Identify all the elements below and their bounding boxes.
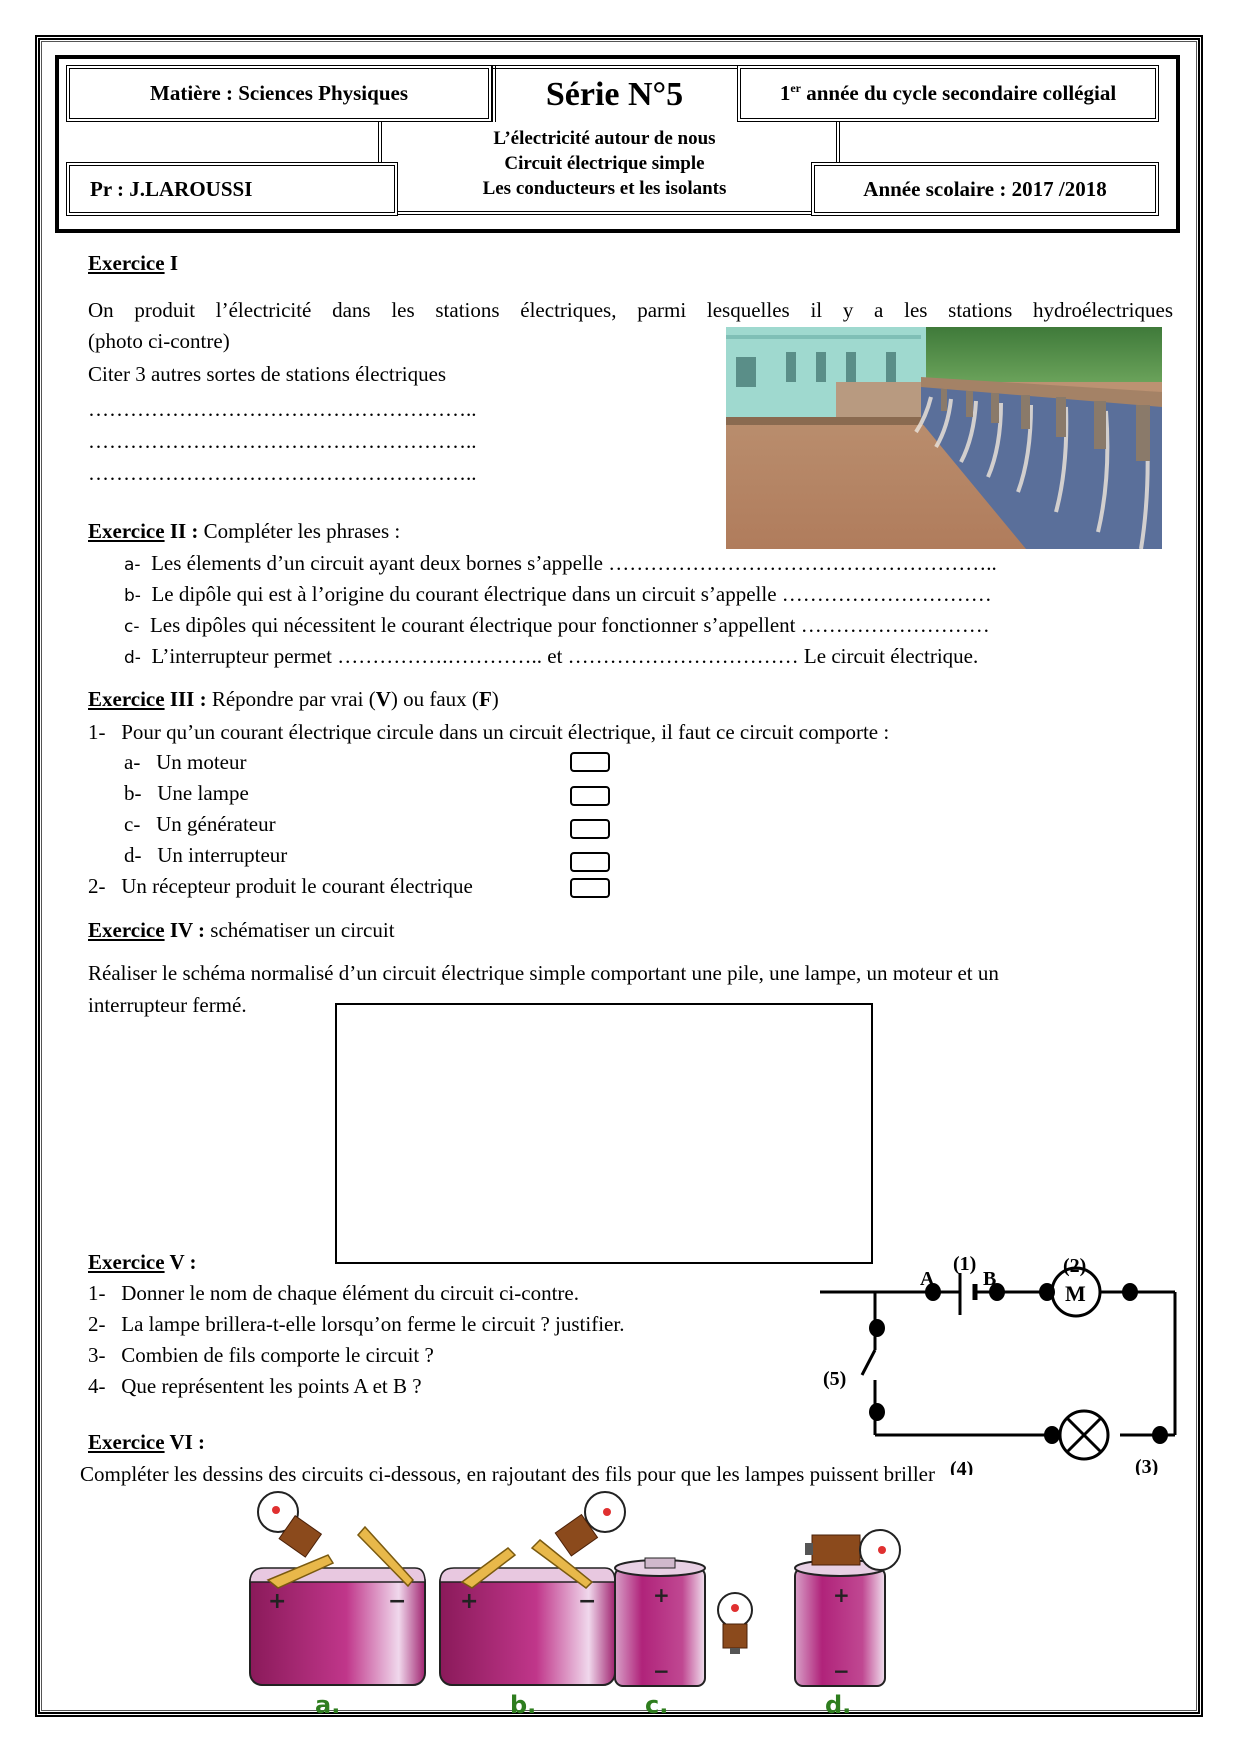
battery-figures bbox=[240, 1490, 980, 1715]
label-point-a: A bbox=[920, 1268, 935, 1290]
header-top-rule bbox=[492, 65, 737, 69]
label-point-b: B bbox=[983, 1268, 997, 1290]
ex3-option-a: a- Un moteur bbox=[124, 750, 247, 774]
ex4-title: Exercice IV : schématiser un circuit bbox=[88, 918, 395, 942]
topic-3: Les conducteurs et les isolants bbox=[482, 178, 727, 199]
ex1-answer-line-3[interactable]: ……………………………………………….. bbox=[88, 461, 477, 485]
label-lampe: (3) bbox=[1135, 1456, 1159, 1475]
svg-text:c.: c. bbox=[645, 1691, 669, 1715]
svg-text:−: − bbox=[653, 1659, 670, 1683]
ex1-line1: On produit l’électricité dans les stations électriques, parmi lesquelles il y a les stations hydroélectriques bbox=[88, 298, 1173, 322]
svg-text:−: − bbox=[388, 1589, 407, 1614]
motor-symbol: M bbox=[1065, 1281, 1086, 1306]
ex1-line2: (photo ci-contre) bbox=[88, 329, 230, 353]
ex5-q4: 4- Que représentent les points A et B ? bbox=[88, 1374, 422, 1398]
topics bbox=[398, 126, 811, 201]
ex2-item-c: c- Les dipôles qui nécessitent le courant électrique pour fonctionner s’appellent ……………………… bbox=[124, 613, 990, 637]
school-year-label: Année scolaire : 2017 /2018 bbox=[863, 176, 1107, 201]
header-connector-right bbox=[836, 122, 840, 162]
header-connector-left bbox=[378, 122, 382, 162]
svg-text:−: − bbox=[578, 1589, 597, 1614]
schema-drawing-area[interactable] bbox=[335, 1003, 873, 1264]
ex3-option-d: d- Un interrupteur bbox=[124, 843, 288, 867]
figure-c-cylinder-battery bbox=[615, 1558, 752, 1715]
topic-1: L’électricité autour de nous bbox=[493, 128, 716, 149]
ex5-title: Exercice V : bbox=[88, 1250, 197, 1274]
svg-text:−: − bbox=[833, 1659, 850, 1683]
figure-b-flat-battery bbox=[440, 1492, 625, 1715]
ex2-item-d: d- L’interrupteur permet …………….………….. et …………………………… Le circuit électrique. bbox=[124, 644, 979, 668]
ex2-title: Exercice II : Compléter les phrases : bbox=[88, 519, 401, 543]
svg-text:+: + bbox=[653, 1583, 670, 1607]
ex1-line3: Citer 3 autres sortes de stations électriques bbox=[88, 362, 447, 386]
label-interrupteur: (5) bbox=[823, 1368, 847, 1390]
svg-text:+: + bbox=[460, 1589, 479, 1614]
figure-d-cylinder-battery bbox=[795, 1530, 900, 1715]
ex4-line2: interrupteur fermé. bbox=[88, 993, 247, 1017]
header-bottom-rule bbox=[398, 211, 811, 215]
ex1-answer-line-1[interactable]: ……………………………………………….. bbox=[88, 397, 477, 421]
hydroelectric-dam-photo bbox=[726, 327, 1162, 549]
svg-text:+: + bbox=[268, 1589, 287, 1614]
label-fil: (4) bbox=[950, 1458, 974, 1475]
ex3-option-c: c- Un générateur bbox=[124, 812, 276, 836]
level-label: 1er année du cycle secondaire collégial bbox=[779, 81, 1117, 105]
teacher-label: Pr : J.LAROUSSI bbox=[90, 176, 253, 201]
answer-box-b[interactable] bbox=[570, 786, 610, 806]
svg-text:+: + bbox=[833, 1583, 850, 1607]
label-pile: (1) bbox=[953, 1253, 977, 1275]
ex2-item-a: a- Les élements d’un circuit ayant deux bornes s’appelle ……………………………………………….. bbox=[124, 551, 997, 575]
ex6-title: Exercice VI : bbox=[88, 1430, 206, 1454]
label-moteur: (2) bbox=[1063, 1255, 1087, 1277]
answer-box-a[interactable] bbox=[570, 752, 610, 772]
circuit-diagram bbox=[820, 1240, 1180, 1475]
subject-box bbox=[66, 65, 492, 122]
ex4-line1: Réaliser le schéma normalisé d’un circuit électrique simple comportant une pile, une lampe, un moteur et un bbox=[88, 961, 999, 985]
teacher-box bbox=[66, 162, 398, 216]
level-box bbox=[737, 65, 1159, 122]
ex3-option-b: b- Une lampe bbox=[124, 781, 249, 805]
ex5-q3: 3- Combien de fils comporte le circuit ? bbox=[88, 1343, 434, 1367]
answer-box-q2[interactable] bbox=[570, 878, 610, 898]
ex6-instruction: Compléter les dessins des circuits ci-dessous, en rajoutant des fils pour que les lampes puissent briller bbox=[80, 1462, 935, 1486]
svg-text:d.: d. bbox=[825, 1691, 852, 1715]
figure-a-flat-battery bbox=[250, 1492, 425, 1715]
ex3-q2: 2- Un récepteur produit le courant électrique bbox=[88, 874, 473, 898]
ex3-title: Exercice III : Répondre par vrai (V) ou faux (F) bbox=[88, 687, 499, 711]
ex2-item-b: b- Le dipôle qui est à l’origine du courant électrique dans un circuit s’appelle ………………………… bbox=[124, 582, 992, 606]
ex3-q1: 1- Pour qu’un courant électrique circule dans un circuit électrique, il faut ce circuit comporte : bbox=[88, 720, 890, 744]
ex1-title: Exercice I bbox=[88, 251, 179, 275]
ex5-q1: 1- Donner le nom de chaque élément du circuit ci-contre. bbox=[88, 1281, 579, 1305]
series-title: Série N°5 bbox=[545, 76, 684, 113]
svg-text:a.: a. bbox=[315, 1691, 341, 1715]
school-year-box bbox=[811, 162, 1159, 216]
topic-2: Circuit électrique simple bbox=[504, 153, 705, 174]
svg-text:b.: b. bbox=[510, 1691, 537, 1715]
answer-box-d[interactable] bbox=[570, 852, 610, 872]
subject-label: Matière : Sciences Physiques bbox=[150, 81, 408, 105]
ex1-answer-line-2[interactable]: ……………………………………………….. bbox=[88, 429, 477, 453]
ex5-q2: 2- La lampe brillera-t-elle lorsqu’on ferme le circuit ? justifier. bbox=[88, 1312, 625, 1336]
answer-box-c[interactable] bbox=[570, 819, 610, 839]
